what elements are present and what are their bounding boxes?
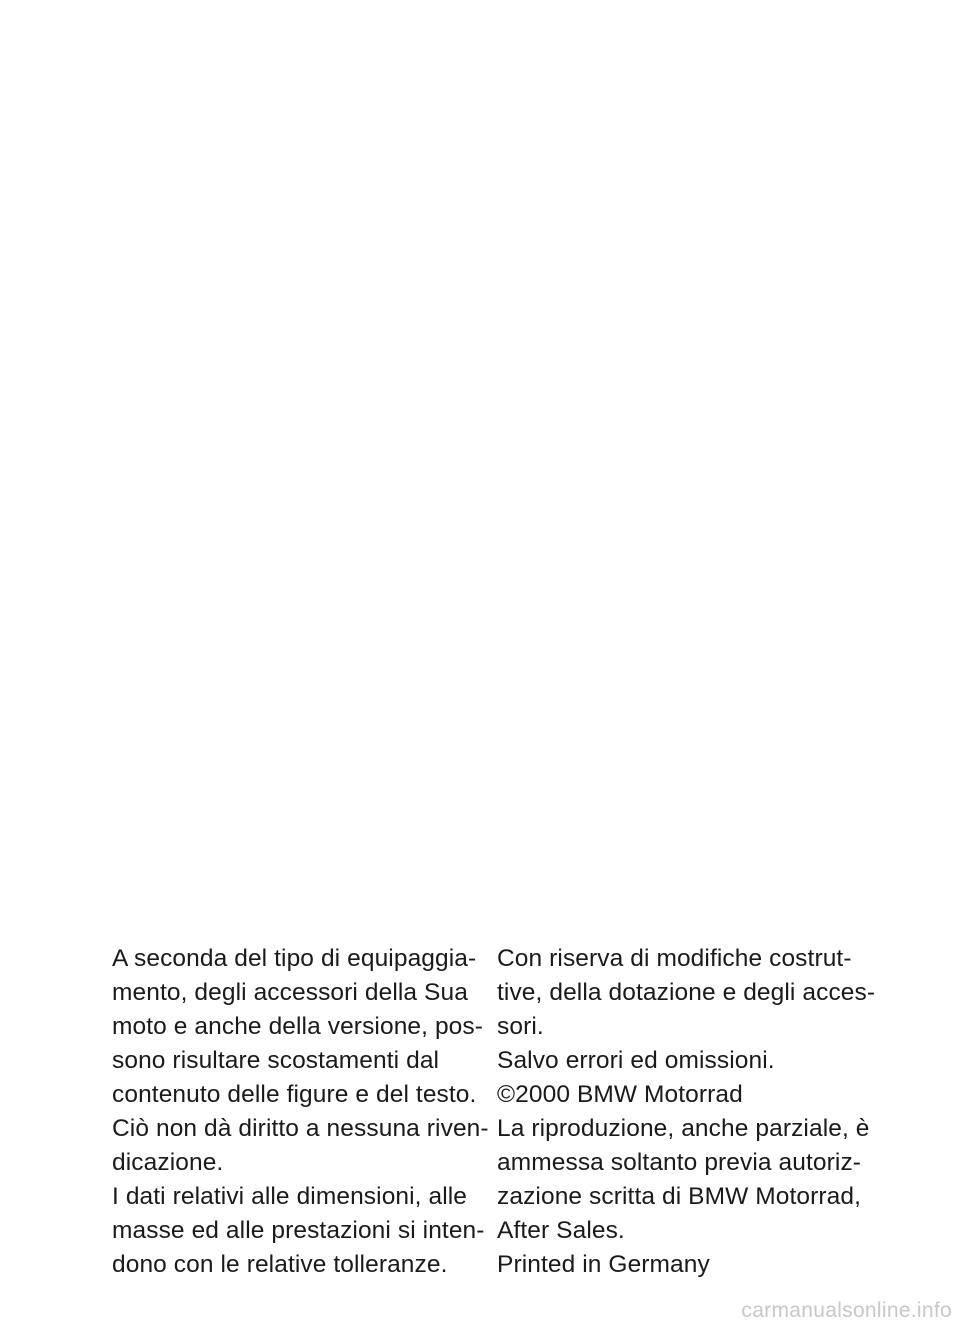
text-line: Salvo errori ed omissioni. (497, 1047, 775, 1074)
watermark-text: carmanualsonline.info (741, 1299, 952, 1322)
text-line: contenuto delle figure e del testo. (112, 1081, 477, 1108)
text-line: moto e anche della versione, pos- (112, 1013, 484, 1040)
text-line: mento, degli accessori della Sua (112, 979, 468, 1006)
text-line: Printed in Germany (497, 1251, 710, 1278)
text-line: After Sales. (497, 1217, 625, 1244)
disclaimer-column-left (112, 942, 492, 1282)
text-line: Ciò non dà diritto a nessuna riven- (112, 1115, 489, 1142)
text-line: I dati relativi alle dimensioni, alle (112, 1183, 468, 1210)
text-line: ammessa soltanto previa autoriz- (497, 1149, 862, 1176)
text-line: sono risultare scostamenti dal (112, 1047, 440, 1074)
text-line: dicazione. (112, 1149, 224, 1176)
text-line: A seconda del tipo di equipaggia- (112, 945, 477, 972)
text-line: ©2000 BMW Motorrad (497, 1081, 743, 1108)
text-line: Con riserva di modifiche costrut- (497, 945, 852, 972)
text-line: zazione scritta di BMW Motorrad, (497, 1183, 862, 1210)
text-line: sori. (497, 1013, 544, 1040)
text-line: dono con le relative tolleranze. (112, 1251, 448, 1278)
copyright-column-right (497, 942, 877, 1282)
text-line: tive, della dotazione e degli acces- (497, 979, 876, 1006)
text-line: masse ed alle prestazioni si inten- (112, 1217, 485, 1244)
text-line: La riproduzione, anche parziale, è (497, 1115, 870, 1142)
